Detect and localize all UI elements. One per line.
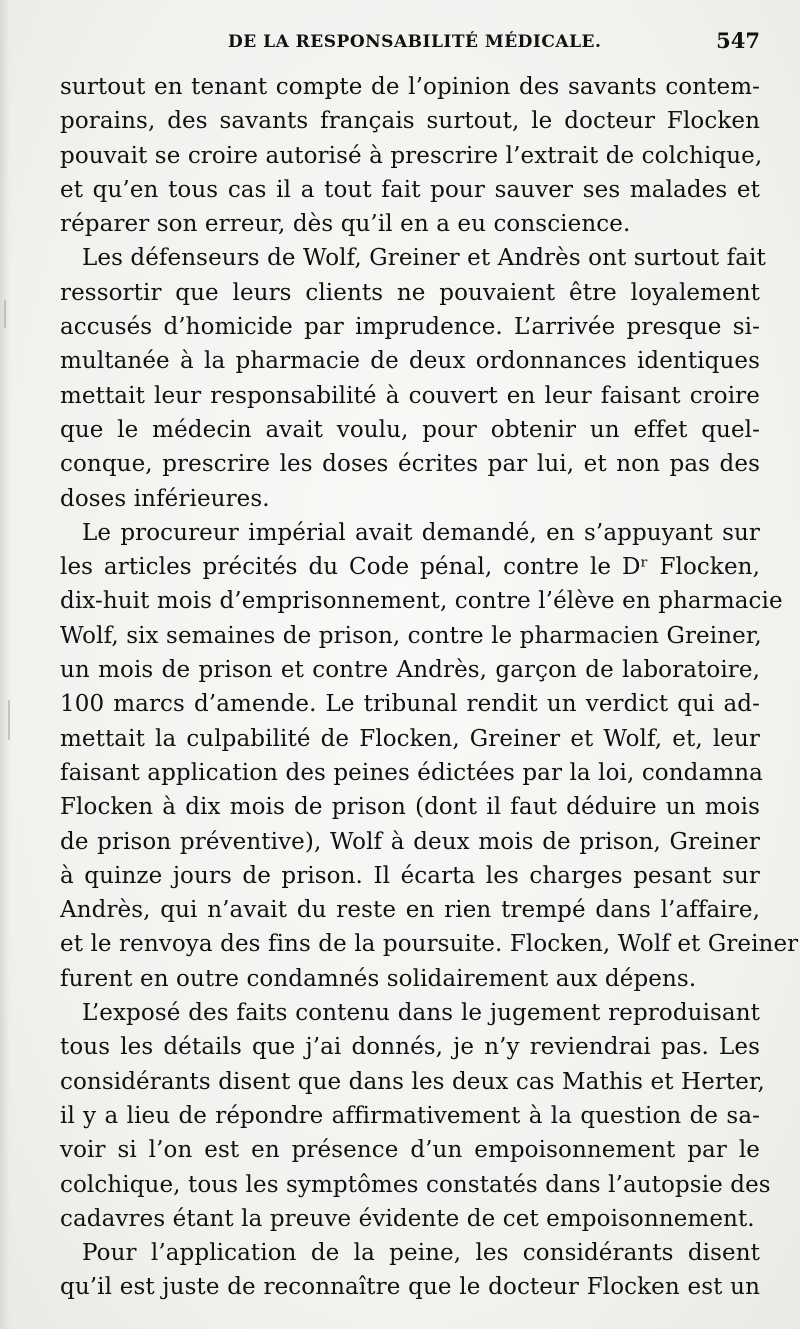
text-line: de prison préventive), Wolf à deux mois de prison, Greiner: [60, 828, 760, 855]
body-text: [60, 70, 799, 1305]
page-edge-shadow: [0, 0, 10, 1329]
text-line: Les défenseurs de Wolf, Greiner et Andrès ont surtout fait: [82, 245, 766, 272]
text-line: multanée à la pharmacie de deux ordonnances identiques: [60, 348, 760, 375]
text-line: 100 marcs d’amende. Le tribunal rendit un verdict qui ad-: [60, 691, 760, 718]
text-line: pouvait se croire autorisé à prescrire l’extrait de colchique,: [60, 142, 763, 169]
text-line: considérants disent que dans les deux cas Mathis et Herter,: [60, 1068, 765, 1095]
text-line: doses inférieures.: [60, 485, 270, 512]
text-line: Wolf, six semaines de prison, contre le pharmacien Greiner,: [60, 622, 762, 649]
text-line: réparer son erreur, dès qu’il en a eu conscience.: [60, 211, 631, 238]
text-line: Andrès, qui n’avait du reste en rien trempé dans l’affaire,: [60, 897, 760, 924]
text-line: Le procureur impérial avait demandé, en s’appuyant sur: [82, 519, 760, 546]
text-line: colchique, tous les symptômes constatés dans l’autopsie des: [60, 1171, 771, 1198]
text-line: cadavres étant la preuve évidente de cet empoisonnement.: [60, 1205, 755, 1232]
text-line: mettait leur responsabilité à couvert en leur faisant croire: [60, 382, 760, 409]
text-line: les articles précités du Code pénal, contre le Dʳ Flocken,: [60, 554, 760, 581]
text-line: furent en outre condamnés solidairement aux dépens.: [60, 965, 697, 992]
text-line: porains, des savants français surtout, le docteur Flocken: [60, 108, 760, 135]
margin-mark: [4, 300, 6, 328]
text-line: dix-huit mois d’emprisonnement, contre l’élève en pharmacie: [60, 588, 783, 615]
page-number: 547: [716, 28, 760, 53]
text-line: et qu’en tous cas il a tout fait pour sauver ses malades et: [60, 176, 760, 203]
text-line: voir si l’on est en présence d’un empoisonnement par le: [60, 1137, 760, 1164]
running-head-title: DE LA RESPONSABILITÉ MÉDICALE.: [228, 32, 602, 52]
text-line: Flocken à dix mois de prison (dont il faut déduire un mois: [60, 794, 760, 821]
margin-mark: [8, 700, 10, 740]
text-line: qu’il est juste de reconnaître que le docteur Flocken est un: [60, 1274, 760, 1301]
text-line: et le renvoya des fins de la poursuite. Flocken, Wolf et Greiner: [60, 931, 799, 958]
text-line: surtout en tenant compte de l’opinion des savants contem-: [60, 74, 760, 100]
text-line: faisant application des peines édictées par la loi, condamna: [60, 759, 763, 786]
text-line: à quinze jours de prison. Il écarta les charges pesant sur: [60, 862, 760, 889]
text-line: ressortir que leurs clients ne pouvaient être loyalement: [60, 279, 760, 306]
text-line: mettait la culpabilité de Flocken, Greiner et Wolf, et, leur: [60, 725, 760, 752]
text-line: il y a lieu de répondre affirmativement à la question de sa-: [60, 1102, 760, 1129]
text-line: un mois de prison et contre Andrès, garçon de laboratoire,: [60, 657, 760, 684]
text-line: conque, prescrire les doses écrites par lui, et non pas des: [60, 451, 760, 478]
text-line: Pour l’application de la peine, les considérants disent: [82, 1240, 760, 1267]
text-line: tous les détails que j’ai donnés, je n’y reviendrai pas. Les: [60, 1034, 760, 1061]
text-line: accusés d’homicide par imprudence. L’arrivée presque si-: [60, 314, 760, 341]
text-line: que le médecin avait voulu, pour obtenir un effet quel-: [60, 416, 760, 443]
running-head: [60, 28, 760, 60]
text-line: L’exposé des faits contenu dans le jugement reproduisant: [82, 1000, 760, 1027]
